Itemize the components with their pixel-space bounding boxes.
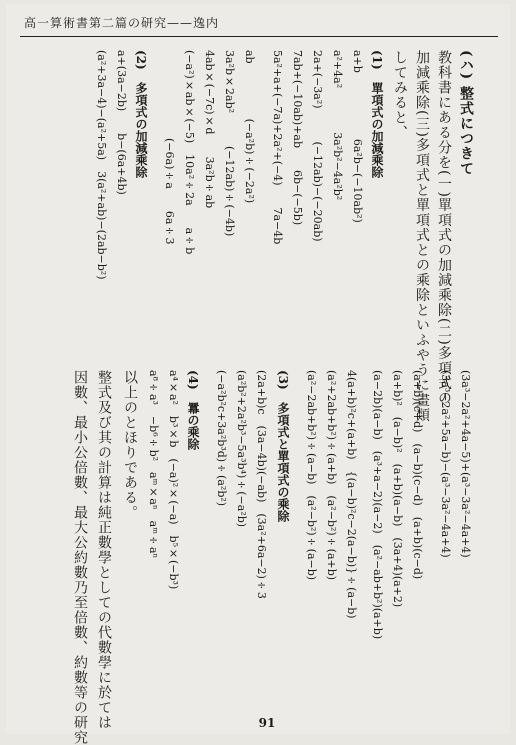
formula-line: 3a²b×2ab² (−12ab)÷(−4b) bbox=[223, 50, 236, 237]
page bbox=[6, 4, 510, 745]
text-line: 教科書にある分を(一)單項式の加減乘除(二)多項式の bbox=[436, 50, 452, 406]
formula-line: (a²+3a−4)−(a²+5a) 3(a²+ab)−(2ab−b²) bbox=[95, 50, 108, 280]
formula-line: 2a+(−3a²) (−12ab)−(−20ab) bbox=[311, 50, 324, 242]
subsection-heading: (3) 多項式と單項式の乘除 bbox=[276, 370, 290, 522]
formula-line: a+b 6a²b−(−10ab²) bbox=[351, 50, 364, 223]
section-heading: (ハ) 整式につきて bbox=[458, 50, 474, 177]
formula-line: 4ab×(−7c)×d 3a²b÷ab bbox=[203, 50, 216, 209]
text-line: 整式及び其の計算は純正數學としての代數學に於ては bbox=[96, 370, 112, 730]
running-header: 高一算術書第二篇の研究——逸内 bbox=[24, 16, 220, 30]
header-rule bbox=[20, 36, 498, 37]
formula-line: a⁴×a² b³×b (−a)²×(−a) b⁵×(−b³) bbox=[167, 370, 180, 590]
subsection-heading: (1) 單項式の加減乘除 bbox=[370, 50, 384, 178]
formula-line: a⁸÷a³ −b⁶÷b² aᵐ×aⁿ aᵐ÷aⁿ bbox=[147, 370, 160, 559]
formula-line: (a−2b)(a−b) (a³+a−2)(a−2) (a²−ab+b²)(a+b) bbox=[371, 370, 384, 640]
formula-line: (a+b)² (a−b)² (a+b)(a−b) (3a+4)(a+2) bbox=[391, 370, 404, 608]
formula-line: 7ab+(−10ab)+ab 6b−(−5b) bbox=[291, 50, 304, 226]
formula-line: 4(a+b)²c+(a+b) {(a−b)²c−2(a−b)}÷(a−b) bbox=[345, 370, 358, 619]
subsection-heading: (4) 羃の乘除 bbox=[186, 370, 200, 450]
formula-line: a²+4a² 3a²b²−4a²b² bbox=[331, 50, 344, 201]
formula-line: (3a³−2a²+4a−5)+(a³−3a²−4a+4) bbox=[459, 370, 472, 558]
formula-line: (a²+2ab+b²)÷(a+b) (a²−b²)÷(a+b) bbox=[325, 370, 338, 581]
text-line: してみると、 bbox=[392, 50, 408, 140]
formula-line: (a+b)(c+d) (a−b)(c−d) (a+b)(c−d) bbox=[411, 370, 424, 580]
formula-line: 5a²+a+(−7a)+2a²+(−4) 7a−4b bbox=[271, 50, 284, 245]
text-line: 因數、最小公倍數、最大公約數乃至倍數、約數等の研究 bbox=[72, 370, 88, 745]
formula-line: a+(3a−2b) b−(6a+4b) bbox=[115, 50, 128, 195]
formula-line: (3a³−2a²+5a−b)−(a³−3a²−4a+4) bbox=[439, 370, 452, 558]
formula-line: ab (−a²b)÷(−2a²) bbox=[243, 50, 256, 204]
formula-line: (−a²b²c+3a²b³d)÷(a²b²) bbox=[215, 370, 228, 507]
text-line: 加減乘除(三)多項式と單項式との乘除といふやうに畫類 bbox=[414, 50, 430, 423]
formula-line: (2a+b)c (3a−4b)(−ab) (3a²+6a−2)÷3 bbox=[255, 370, 268, 599]
subsection-heading: (2) 多項式の加減乘除 bbox=[134, 50, 148, 178]
formula-line: (−6a)÷a 6a÷3 bbox=[163, 50, 176, 245]
page-number: 91 bbox=[258, 716, 276, 730]
formula-line: (a²b²+2a²b³−5a³b⁴)÷(−a²b) bbox=[235, 370, 248, 528]
text-line: 以上のとほりである。 bbox=[122, 370, 138, 520]
formula-line: (−a²)×ab×(−5) 10a²÷2a a÷b bbox=[183, 50, 196, 255]
formula-line: (a²−2ab+b²)÷(a−b) (a²−b²)÷(a−b) bbox=[305, 370, 318, 581]
